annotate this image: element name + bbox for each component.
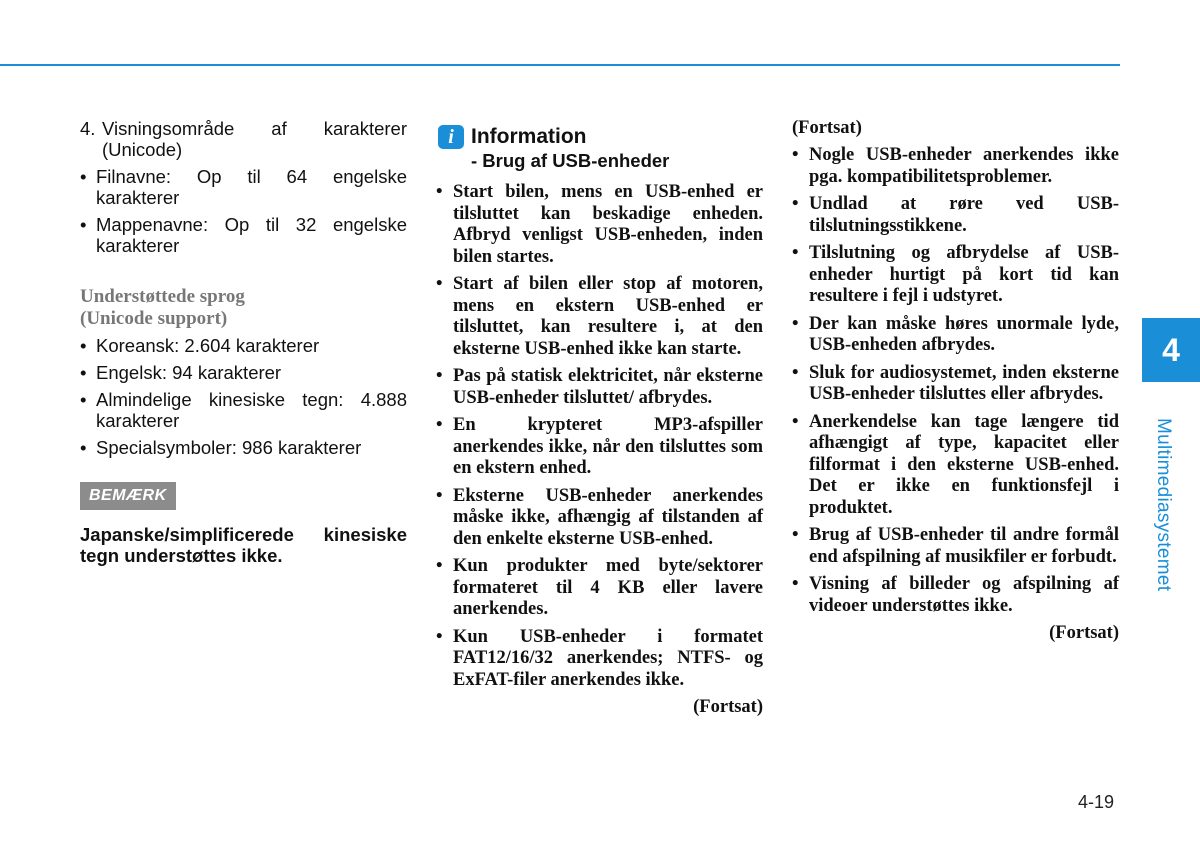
column-middle [436, 118, 763, 718]
list-item: • Pas på statisk elektricitet, når eksterne USB-enheder tilsluttet/ afbrydes. [436, 366, 763, 409]
continued-label: (Fortsat) [1049, 623, 1119, 643]
list-item [80, 118, 407, 160]
usb-info-list [436, 182, 763, 691]
list-item: • Start af bilen eller stop af motoren, mens en ekstern USB-enhed er tilsluttet, kan resultere i, at den eksterne USB-enhed ikke kan starte. [436, 274, 763, 360]
info-header [436, 118, 763, 176]
display-area-list [80, 118, 407, 256]
list-item: • Tilslutning og afbrydelse af USB-enheder hurtigt på kort tid kan resultere i fejl i udstyret. [792, 243, 1119, 308]
page-number: 4-19 [1078, 792, 1115, 812]
usb-info-list-continued [792, 145, 1119, 617]
list-item: • Kun USB-enheder i formatet FAT12/16/32 anerkendes; NTFS- og ExFAT-filer anerkendes ikke. [436, 627, 763, 692]
list-item: • Almindelige kinesiske tegn: 4.888 karakterer [80, 389, 407, 431]
list-item: • En krypteret MP3-afspiller anerkendes ikke, når den tilsluttes som en ekstern enhed. [436, 415, 763, 480]
chapter-tab: 4 [1142, 318, 1200, 382]
info-icon: i [438, 125, 464, 149]
list-item: • Engelsk: 94 karakterer [80, 362, 407, 383]
list-item: • Kun produkter med byte/sektorer formateret til 4 KB eller lavere anerkendes. [436, 556, 763, 621]
section-heading-line: Understøttede sprog [80, 286, 245, 307]
language-list [80, 335, 407, 458]
list-item: • Eksterne USB-enheder anerkendes måske ikke, afhængig af tilstanden af den enkelte eksterne USB-enhed. [436, 486, 763, 551]
list-item: • Specialsymboler: 986 karakterer [80, 437, 407, 458]
chapter-label: Multimediasystemet [1153, 418, 1174, 592]
notice-text: Japanske/simplificerede kinesiske tegn understøttes ikke. [80, 524, 407, 566]
info-subtitle: - Brug af USB-enheder [471, 150, 670, 171]
column-left [80, 118, 407, 566]
list-item: • Sluk for audiosystemet, inden eksterne USB-enheder tilsluttes eller afbrydes. [792, 363, 1119, 406]
list-item: • Undlad at røre ved USB-tilslutningsstikkene. [792, 194, 1119, 237]
list-item: • Mappenavne: Op til 32 engelske karakterer [80, 214, 407, 256]
list-item: • Filnavne: Op til 64 engelske karakterer [80, 166, 407, 208]
header-rule [0, 64, 1120, 66]
continued-label: (Fortsat) [792, 118, 862, 138]
column-right [792, 118, 1119, 644]
continued-label: (Fortsat) [693, 697, 763, 717]
notice-label: BEMÆRK [80, 482, 176, 510]
list-item: • Koreansk: 2.604 karakterer [80, 335, 407, 356]
info-title: Information [471, 125, 587, 148]
list-item: • Nogle USB-enheder anerkendes ikke pga. kompatibilitetsproblemer. [792, 145, 1119, 188]
list-item: • Start bilen, mens en USB-enhed er tilsluttet kan beskadige enheden. Afbryd venligst USB-enheden, inden bilen startes. [436, 182, 763, 268]
list-item: • Brug af USB-enheder til andre formål end afspilning af musikfiler er forbudt. [792, 525, 1119, 568]
section-heading [80, 286, 407, 329]
section-heading-line: (Unicode support) [80, 307, 228, 329]
list-item: • Der kan måske høres unormale lyde, USB-enheden afbrydes. [792, 314, 1119, 357]
item-text: Visningsområde af karakterer (Unicode) [102, 118, 407, 160]
list-item: • Anerkendelse kan tage længere tid afhængigt af type, kapacitet eller filformat i den eksterne USB-enhed. Det er ikke en funktionsfejl i produktet. [792, 412, 1119, 520]
item-number: 4. [80, 118, 96, 139]
list-item: • Visning af billeder og afspilning af videoer understøttes ikke. [792, 574, 1119, 617]
